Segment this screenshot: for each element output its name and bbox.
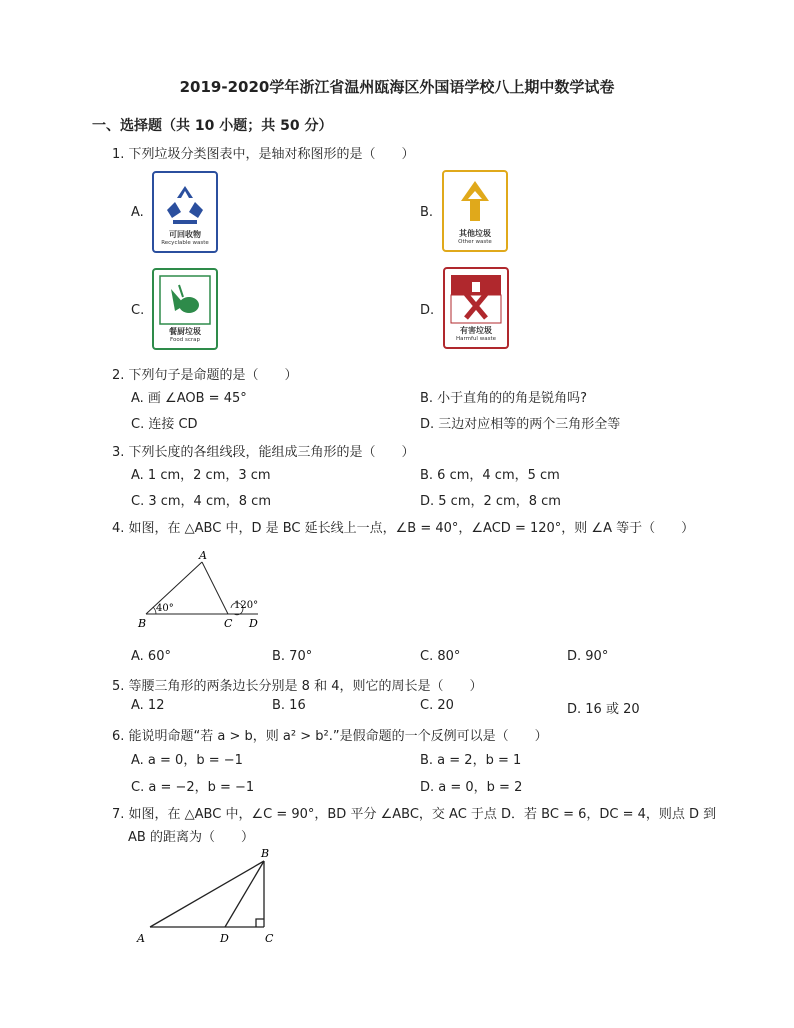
q4-vertex-c: C <box>224 617 233 630</box>
question-6-stem: 6. 能说明命题“若 a > b，则 a² > b².”是假命题的一个反例可以是（ ） <box>112 729 548 744</box>
q3-option-a[interactable]: A. 1 cm，2 cm，3 cm <box>131 468 271 483</box>
harmful-waste-icon <box>450 274 502 324</box>
q4-vertex-b: B <box>138 617 147 630</box>
q6-option-c[interactable]: C. a = −2，b = −1 <box>131 780 255 795</box>
q7-vertex-c: C <box>265 932 274 945</box>
triangle-abc-figure-q4 <box>130 548 270 633</box>
recycle-icon <box>159 178 211 228</box>
question-4-stem: 4. 如图，在 △ABC 中，D 是 BC 延长线上一点，∠B = 40°，∠ACD = 120°，则 ∠A 等于（ ） <box>112 521 695 536</box>
q4-vertex-d: D <box>249 617 258 630</box>
food-scrap-cn-label: 餐厨垃圾 <box>169 327 201 336</box>
other-waste-cn-label: 其他垃圾 <box>459 229 491 238</box>
harmful-waste-en-label: Harmful waste <box>455 336 496 342</box>
q7-vertex-a: A <box>137 932 145 945</box>
q4-option-c[interactable]: C. 80° <box>420 649 461 664</box>
q6-option-d[interactable]: D. a = 0，b = 2 <box>420 780 523 795</box>
other-waste-en-label: Other waste <box>458 239 492 245</box>
section-heading: 一、选择题（共 10 小题；共 50 分） <box>92 118 333 134</box>
q4-option-a[interactable]: A. 60° <box>131 649 171 664</box>
q7-vertex-d: D <box>220 932 229 945</box>
q1-label-d[interactable]: D. <box>420 303 435 318</box>
q6-option-b[interactable]: B. a = 2，b = 1 <box>420 753 522 768</box>
q1-label-c[interactable]: C. <box>131 303 145 318</box>
question-1-stem: 1. 下列垃圾分类图表中，是轴对称图形的是（ ） <box>112 147 415 162</box>
q3-option-d[interactable]: D. 5 cm，2 cm，8 cm <box>420 494 561 509</box>
harmful-waste-cn-label: 有害垃圾 <box>460 326 492 335</box>
food-scrap-icon <box>159 275 211 325</box>
question-7-stem-line-1: 7. 如图，在 △ABC 中，∠C = 90°，BD 平分 ∠ABC，交 AC 于点 D．若 BC = 6，DC = 4，则点 D 到 <box>112 807 717 822</box>
question-3-stem: 3. 下列长度的各组线段，能组成三角形的是（ ） <box>112 445 415 460</box>
q2-option-d[interactable]: D. 三边对应相等的两个三角形全等 <box>420 417 621 432</box>
q3-option-c[interactable]: C. 3 cm，4 cm，8 cm <box>131 494 271 509</box>
question-7-stem-line-2: AB 的距离为（ ） <box>128 830 254 845</box>
q1-label-b[interactable]: B. <box>420 205 434 220</box>
q5-option-d[interactable]: D. 16 或 20 <box>567 702 640 717</box>
page-title: 2019-2020学年浙江省温州瓯海区外国语学校八上期中数学试卷 <box>179 78 615 96</box>
recyclable-en-label: Recyclable waste <box>161 240 209 246</box>
q5-option-c[interactable]: C. 20 <box>420 698 454 713</box>
right-triangle-figure-q7 <box>132 845 282 950</box>
q3-option-b[interactable]: B. 6 cm，4 cm，5 cm <box>420 468 560 483</box>
food-scrap-sign[interactable] <box>152 268 218 350</box>
question-2-stem: 2. 下列句子是命题的是（ ） <box>112 368 298 383</box>
q4-vertex-a: A <box>199 549 207 562</box>
q4-angle-b-label: 40° <box>156 603 174 614</box>
q7-vertex-b: B <box>261 847 270 860</box>
q1-label-a[interactable]: A. <box>131 205 144 220</box>
q2-option-a[interactable]: A. 画 ∠AOB = 45° <box>131 391 247 406</box>
recyclable-cn-label: 可回收物 <box>169 230 201 239</box>
q4-option-b[interactable]: B. 70° <box>272 649 313 664</box>
q2-option-c[interactable]: C. 连接 CD <box>131 417 198 432</box>
q4-angle-c-label: 120° <box>234 600 259 611</box>
other-waste-sign[interactable] <box>442 170 508 252</box>
q5-option-b[interactable]: B. 16 <box>272 698 306 713</box>
harmful-waste-sign[interactable] <box>443 267 509 349</box>
q4-option-d[interactable]: D. 90° <box>567 649 609 664</box>
q2-option-b[interactable]: B. 小于直角的的角是锐角吗? <box>420 391 588 406</box>
q6-option-a[interactable]: A. a = 0，b = −1 <box>131 753 243 768</box>
q5-option-a[interactable]: A. 12 <box>131 698 165 713</box>
question-5-stem: 5. 等腰三角形的两条边长分别是 8 和 4，则它的周长是（ ） <box>112 679 483 694</box>
recyclable-waste-sign[interactable] <box>152 171 218 253</box>
food-scrap-en-label: Food scrap <box>170 337 200 343</box>
other-waste-icon <box>449 177 501 227</box>
